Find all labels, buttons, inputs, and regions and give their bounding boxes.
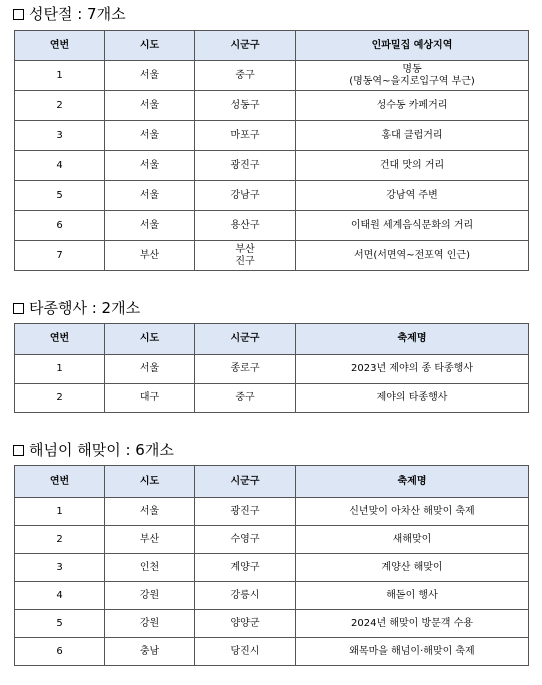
table-cell: 당진시 — [195, 638, 296, 666]
table-cell: 2 — [15, 384, 105, 413]
section-heading — [13, 5, 126, 23]
sunset-sunrise-table — [14, 465, 529, 666]
table-row — [15, 384, 529, 413]
table-cell: 이태원 세계음식문화의 거리 — [296, 211, 529, 241]
table-row — [15, 151, 529, 181]
column-header: 연번 — [15, 31, 105, 61]
table-cell: 성수동 카페거리 — [296, 91, 529, 121]
table-cell: 2023년 제야의 종 타종행사 — [296, 355, 529, 384]
table-row — [15, 526, 529, 554]
table-cell: 수영구 — [195, 526, 296, 554]
table-cell: 성동구 — [195, 91, 296, 121]
table-cell: 1 — [15, 498, 105, 526]
checkbox-square-icon — [13, 445, 24, 456]
table-cell: 해돋이 행사 — [296, 582, 529, 610]
column-header: 시도 — [105, 31, 195, 61]
table-cell: 서울 — [105, 91, 195, 121]
table-row — [15, 211, 529, 241]
table-cell: 4 — [15, 582, 105, 610]
table-cell: 광진구 — [195, 498, 296, 526]
column-header: 시군구 — [195, 31, 296, 61]
bell-ringing-table — [14, 323, 529, 413]
section-heading — [13, 441, 174, 459]
table-cell: 신년맞이 아차산 해맞이 축제 — [296, 498, 529, 526]
column-header: 연번 — [15, 466, 105, 498]
table-cell: 4 — [15, 151, 105, 181]
table-cell: 강원 — [105, 610, 195, 638]
table-cell: 부산 — [105, 526, 195, 554]
column-header: 시군구 — [195, 466, 296, 498]
table-cell: 부산 — [105, 241, 195, 271]
table-cell: 서울 — [105, 355, 195, 384]
table-row — [15, 355, 529, 384]
table-cell: 제야의 타종행사 — [296, 384, 529, 413]
table-cell: 새해맞이 — [296, 526, 529, 554]
table-cell: 강남역 주변 — [296, 181, 529, 211]
table-row — [15, 582, 529, 610]
table-cell: 홍대 클럽거리 — [296, 121, 529, 151]
column-header: 축제명 — [296, 466, 529, 498]
table-cell: 5 — [15, 181, 105, 211]
table-cell: 강릉시 — [195, 582, 296, 610]
column-header: 연번 — [15, 324, 105, 355]
table-cell: 종로구 — [195, 355, 296, 384]
table-cell: 서울 — [105, 181, 195, 211]
table-cell: 1 — [15, 61, 105, 91]
table-row — [15, 121, 529, 151]
table-cell: 왜목마을 해넘이·해맞이 축제 — [296, 638, 529, 666]
header-row — [15, 466, 529, 498]
table-cell: 2024년 해맞이 방문객 수용 — [296, 610, 529, 638]
table-cell: 중구 — [195, 384, 296, 413]
table-row — [15, 554, 529, 582]
table-cell: 강남구 — [195, 181, 296, 211]
table-cell: 명동 (명동역~을지로입구역 부근) — [296, 61, 529, 91]
table-cell: 2 — [15, 91, 105, 121]
table-row — [15, 61, 529, 91]
table-cell: 6 — [15, 638, 105, 666]
column-header: 축제명 — [296, 324, 529, 355]
table-cell: 서울 — [105, 121, 195, 151]
table-cell: 2 — [15, 526, 105, 554]
table-cell: 서울 — [105, 498, 195, 526]
table-cell: 대구 — [105, 384, 195, 413]
table-row — [15, 638, 529, 666]
table-cell: 서면(서면역~전포역 인근) — [296, 241, 529, 271]
table-cell: 건대 맛의 거리 — [296, 151, 529, 181]
checkbox-square-icon — [13, 303, 24, 314]
checkbox-square-icon — [13, 9, 24, 20]
table-row — [15, 610, 529, 638]
table-cell: 용산구 — [195, 211, 296, 241]
section-title: 성탄절 : 7개소 — [29, 5, 126, 23]
table-cell: 마포구 — [195, 121, 296, 151]
section-title: 해넘이 해맞이 : 6개소 — [29, 441, 174, 459]
table-cell: 6 — [15, 211, 105, 241]
table-cell: 서울 — [105, 211, 195, 241]
table-cell: 서울 — [105, 151, 195, 181]
table-cell: 1 — [15, 355, 105, 384]
column-header: 시군구 — [195, 324, 296, 355]
table-row — [15, 498, 529, 526]
table-cell: 인천 — [105, 554, 195, 582]
table-cell: 광진구 — [195, 151, 296, 181]
table-cell: 3 — [15, 554, 105, 582]
table-cell: 서울 — [105, 61, 195, 91]
column-header: 시도 — [105, 324, 195, 355]
column-header: 인파밀집 예상지역 — [296, 31, 529, 61]
table-row — [15, 181, 529, 211]
section-heading — [13, 299, 140, 317]
section-title: 타종행사 : 2개소 — [29, 299, 141, 317]
table-cell: 부산 진구 — [195, 241, 296, 271]
table-cell: 3 — [15, 121, 105, 151]
table-cell: 5 — [15, 610, 105, 638]
table-row — [15, 241, 529, 271]
table-cell: 중구 — [195, 61, 296, 91]
table-cell: 강원 — [105, 582, 195, 610]
header-row — [15, 324, 529, 355]
table-cell: 계양구 — [195, 554, 296, 582]
column-header: 시도 — [105, 466, 195, 498]
header-row — [15, 31, 529, 61]
table-cell: 7 — [15, 241, 105, 271]
table-row — [15, 91, 529, 121]
table-cell: 충남 — [105, 638, 195, 666]
table-cell: 양양군 — [195, 610, 296, 638]
christmas-table — [14, 30, 529, 271]
table-cell: 계양산 해맞이 — [296, 554, 529, 582]
